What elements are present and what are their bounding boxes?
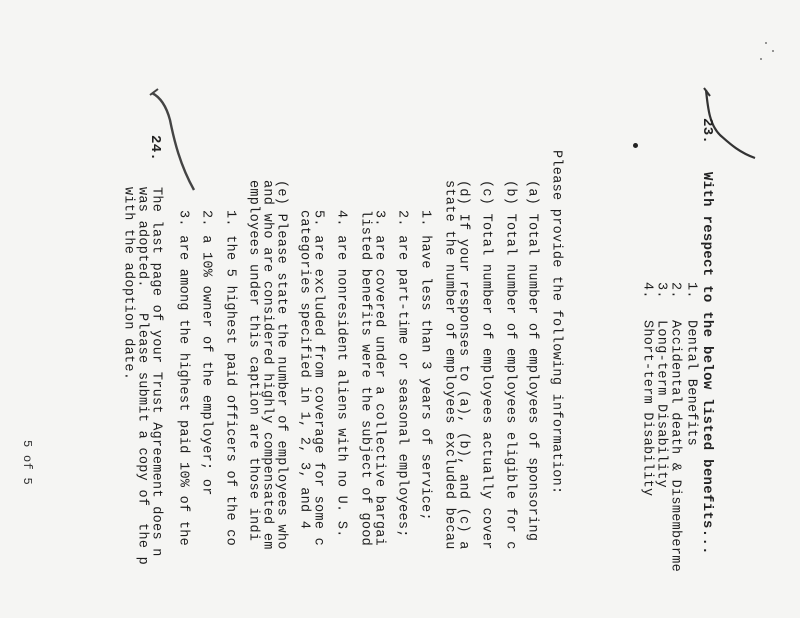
question-d-item-2: 2. are part-time or seasonal employees; (394, 210, 410, 538)
page-number: 5 of 5 (20, 440, 34, 486)
item-24-number: 24. (147, 135, 163, 162)
ink-dot (633, 143, 638, 148)
item-24-line-3: with the adoption date. (120, 187, 136, 381)
question-d-item-3-line-1: 3. are covered under a collective bargai (371, 210, 387, 547)
question-d-item-1: 1. have less than 3 years of service; (417, 210, 433, 521)
question-d-item-5-line-1: 5. are excluded from coverage for some c (310, 210, 326, 547)
question-d-line-1: (d) If your responses to (a), (b), and (c) a (455, 180, 471, 550)
benefit-item-number: 2. (667, 282, 683, 299)
item-23-number: 23. (699, 118, 715, 145)
benefit-item-label: Accidental death & Dismemberme (667, 320, 683, 573)
scan-speck (765, 42, 767, 44)
scan-speck (772, 50, 774, 52)
item-24-line-1: The last page of your Trust Agreement does n (148, 187, 164, 557)
question-e-line-1: (e) Please state the number of employees who (273, 180, 289, 550)
benefit-item-label: Short-term Disability (639, 320, 655, 497)
question-e-line-2: and who are considered highly compensated em (259, 180, 275, 550)
benefit-item-label: Long-term Disability (653, 320, 669, 489)
benefit-item-number: 3. (653, 282, 669, 299)
question-b: (b) Total number of employees eligible for c (502, 180, 518, 550)
question-d-item-4: 4. are nonresident aliens with no U. S. (333, 210, 349, 538)
scan-speck (760, 58, 762, 60)
question-e-item-2: 2. a 10% owner of the employer; or (198, 210, 214, 496)
item-23-heading: With respect to the below listed benefits... (699, 172, 715, 555)
question-d-line-2: state the number of employees excluded becau (441, 180, 457, 550)
instructions-intro: Please provide the following information: (548, 150, 564, 495)
question-e-item-1: 1. the 5 highest paid officers of the co (222, 210, 238, 547)
question-e-line-3: employees under this caption are those indi (245, 180, 261, 542)
question-a: (a) Total number of employees of sponsoring (524, 180, 540, 542)
question-d-item-5-line-2: categories specified in 1, 2, 3, and 4 (296, 210, 312, 530)
benefit-item-number: 4. (639, 282, 655, 299)
benefit-item-number: 1. (683, 282, 699, 299)
question-e-item-3: 3. are among the highest paid 10% of the (175, 210, 191, 547)
benefit-item-label: Dental Benefits (683, 320, 699, 447)
question-c: (c) Total number of employees actually cover (478, 180, 494, 550)
item-24-line-2: was adopted. Please submit a copy of the p (134, 187, 150, 566)
question-d-item-3-line-2: listed benefits were the subject of good (357, 210, 373, 547)
